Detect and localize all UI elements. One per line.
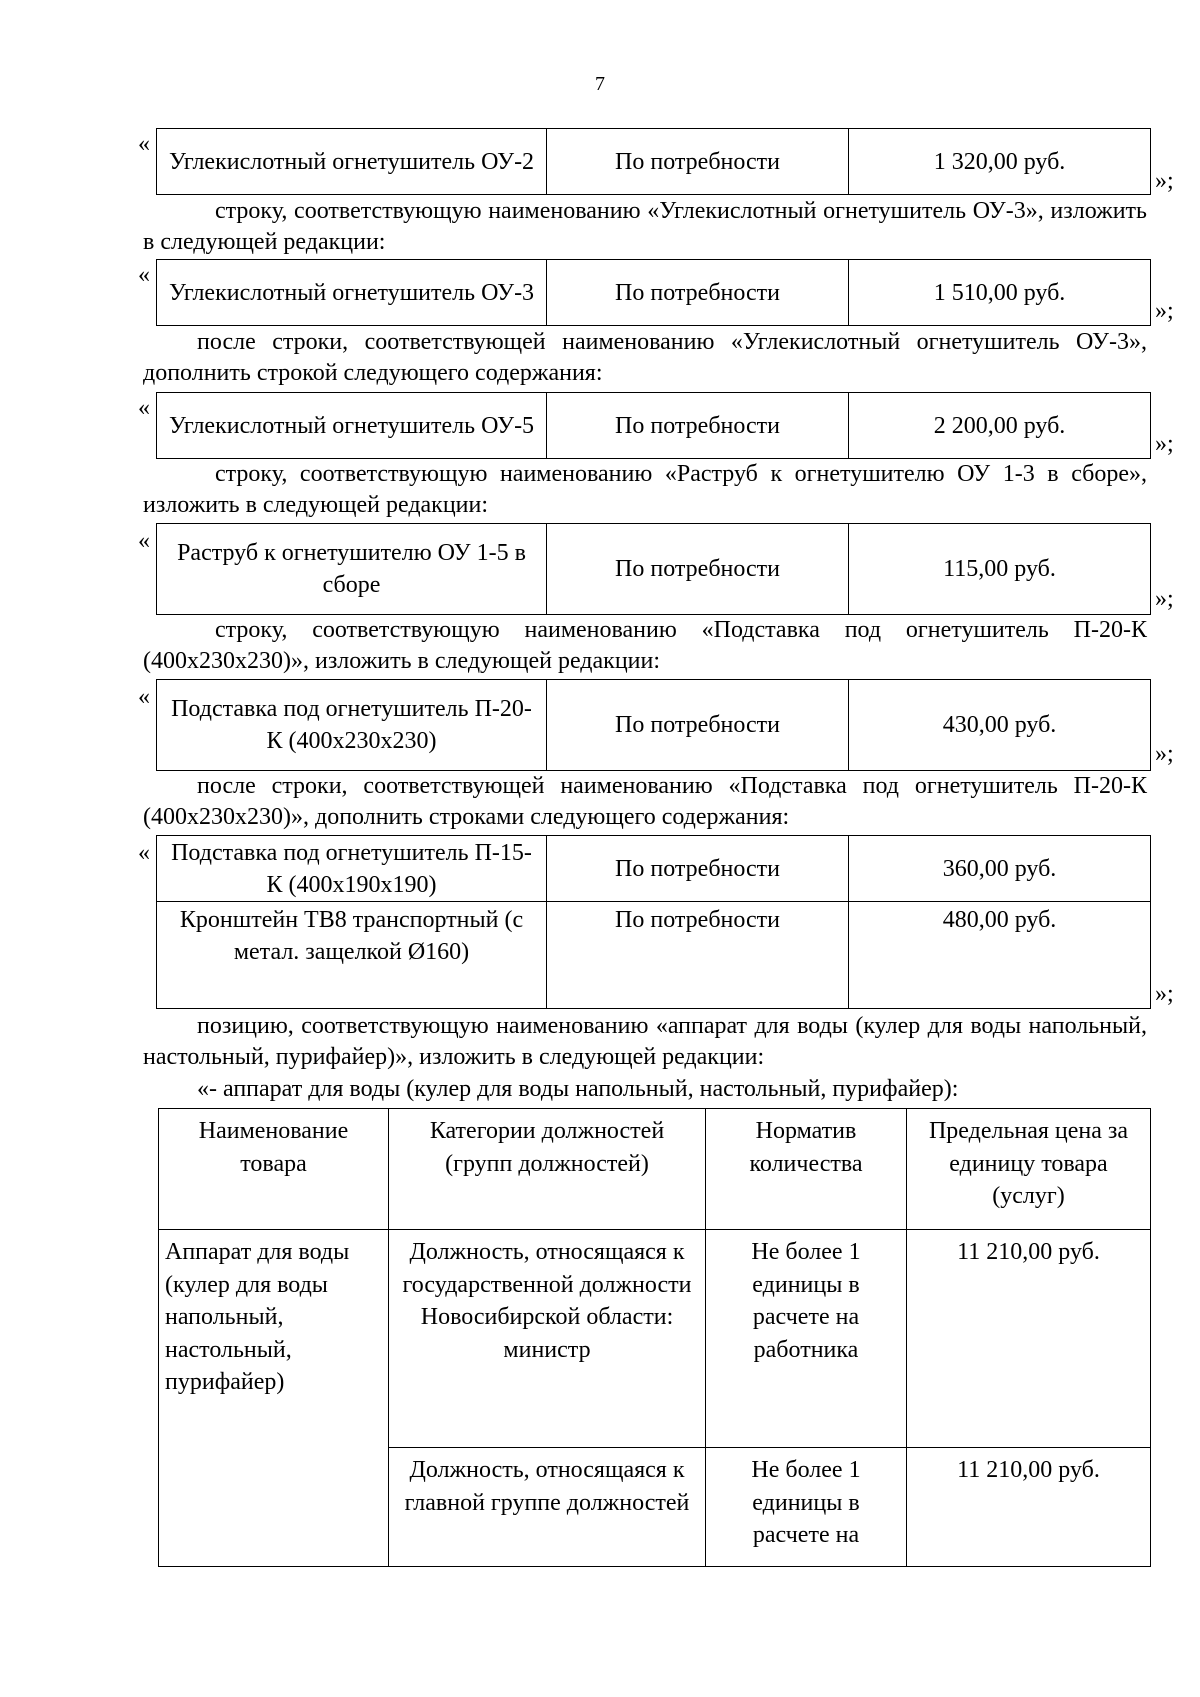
product-name: Аппарат для воды (кулер для воды напольный, настольный, пурифайер) (159, 1230, 389, 1567)
item-price: 360,00 руб. (849, 836, 1151, 902)
quote-open: « (138, 528, 150, 554)
quote-open: « (138, 395, 150, 421)
extinguisher-ou3-table (156, 259, 1151, 326)
quote-close: »; (1155, 168, 1174, 194)
norm-cell: Не более 1 единицы в расчете на работника (706, 1230, 907, 1448)
paragraph-2: после строки, соответствующей наименованию «Углекислотный огнетушитель ОУ-3», дополнить строкой следующего содержания: (143, 329, 1147, 386)
quote-open: « (138, 684, 150, 710)
item-price: 2 200,00 руб. (849, 393, 1151, 459)
extinguisher-ou2-table (156, 128, 1151, 195)
quote-close: »; (1155, 741, 1174, 767)
quote-open: « (138, 840, 150, 866)
stand-p20-table (156, 679, 1151, 771)
norm-cell: Не более 1 единицы в расчете на (706, 1448, 907, 1567)
item-norm: По потребности (547, 902, 849, 1009)
paragraph-6: позицию, соответствующую наименованию «аппарат для воды (кулер для воды напольный, настольный, пурифайер)», изложить в следующей редакции: (143, 1013, 1147, 1070)
item-norm: По потребности (547, 836, 849, 902)
paragraph-7: «- аппарат для воды (кулер для воды напольный, настольный, пурифайер): (197, 1076, 959, 1102)
item-name: Подставка под огнетушитель П-15-К (400x190x190) (157, 836, 547, 902)
water-dispenser-table (158, 1108, 1151, 1567)
item-price: 430,00 руб. (849, 680, 1151, 771)
quote-close: »; (1155, 298, 1174, 324)
page-number: 7 (595, 73, 605, 95)
item-norm: По потребности (547, 260, 849, 326)
item-norm: По потребности (547, 393, 849, 459)
category-cell: Должность, относящаяся к главной группе должностей (389, 1448, 706, 1567)
quote-open: « (138, 262, 150, 288)
header-product: Наименование товара (159, 1109, 389, 1230)
price-cell: 11 210,00 руб. (907, 1230, 1151, 1448)
item-norm: По потребности (547, 524, 849, 615)
item-name: Углекислотный огнетушитель ОУ-3 (157, 260, 547, 326)
item-name: Раструб к огнетушителю ОУ 1-5 в сборе (157, 524, 547, 615)
item-norm: По потребности (547, 680, 849, 771)
item-price: 1 320,00 руб. (849, 129, 1151, 195)
category-cell: Должность, относящаяся к государственной должности Новосибирской области: министр (389, 1230, 706, 1448)
quote-close: »; (1155, 431, 1174, 457)
paragraph-4: строку, соответствующую наименованию «Подставка под огнетушитель П-20-К (400x230x230)», изложить в следующей редакции: (143, 617, 1147, 674)
extinguisher-ou5-table (156, 392, 1151, 459)
quote-close: »; (1155, 981, 1174, 1007)
header-category: Категории должностей (групп должностей) (389, 1109, 706, 1230)
paragraph-3: строку, соответствующую наименованию «Раструб к огнетушителю ОУ 1-3 в сборе», изложить в следующей редакции: (143, 461, 1147, 518)
header-price: Предельная цена за единицу товара (услуг) (907, 1109, 1151, 1230)
quote-close: »; (1155, 586, 1174, 612)
item-name: Кронштейн ТВ8 транспортный (с метал. защелкой Ø160) (157, 902, 547, 1009)
nozzle-table (156, 523, 1151, 615)
paragraph-1: строку, соответствующую наименованию «Углекислотный огнетушитель ОУ-3», изложить в следующей редакции: (143, 198, 1147, 255)
paragraph-5: после строки, соответствующей наименованию «Подставка под огнетушитель П-20-К (400x230x230)», дополнить строками следующего содержания: (143, 773, 1147, 830)
quote-open: « (138, 131, 150, 157)
price-cell: 11 210,00 руб. (907, 1448, 1151, 1567)
item-name: Углекислотный огнетушитель ОУ-5 (157, 393, 547, 459)
item-norm: По потребности (547, 129, 849, 195)
item-price: 1 510,00 руб. (849, 260, 1151, 326)
header-norm: Норматив количества (706, 1109, 907, 1230)
item-price: 480,00 руб. (849, 902, 1151, 1009)
item-name: Углекислотный огнетушитель ОУ-2 (157, 129, 547, 195)
stand-bracket-table (156, 835, 1151, 1009)
item-name: Подставка под огнетушитель П-20-К (400x230x230) (157, 680, 547, 771)
item-price: 115,00 руб. (849, 524, 1151, 615)
